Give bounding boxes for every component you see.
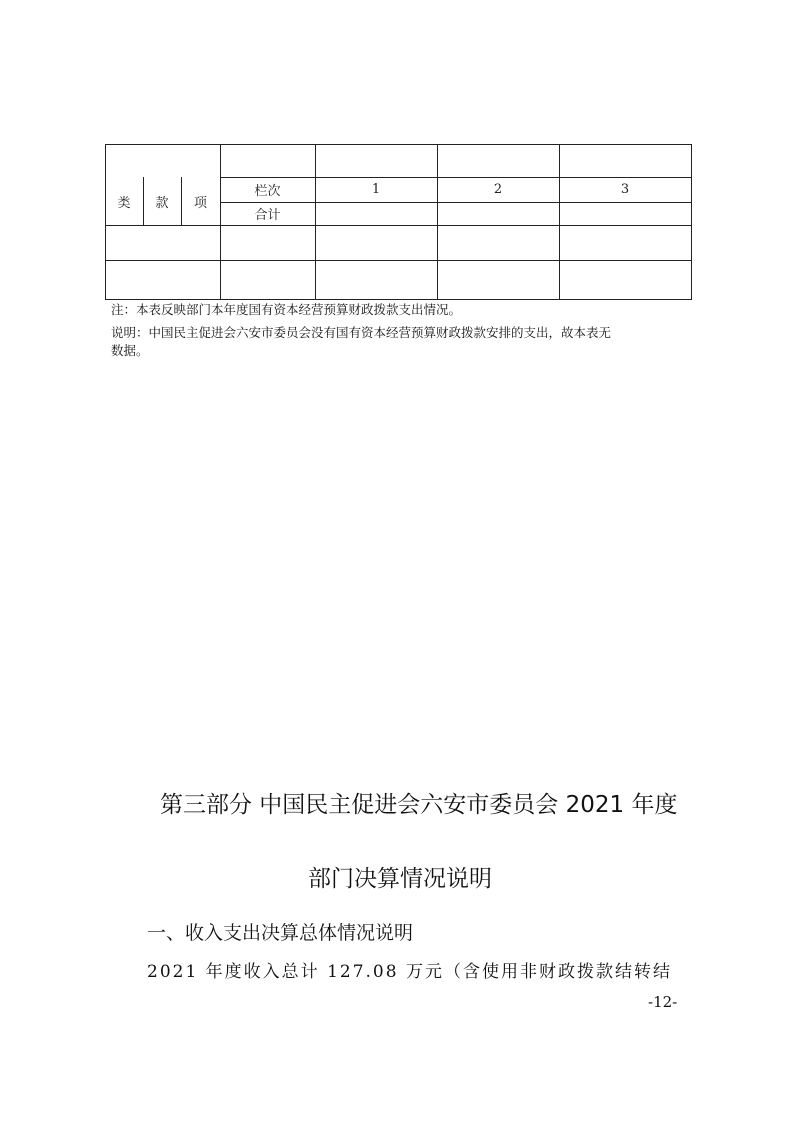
table-border-top: [105, 144, 691, 145]
table-explanation: 说明：中国民主促进会六安市委员会没有国有资本经营预算财政拨款安排的支出，故本表无: [111, 325, 612, 340]
col-number-2: 2: [493, 182, 503, 197]
header-kuan: 款: [155, 195, 169, 211]
table-note: 注：本表反映部门本年度国有资本经营预算财政拨款支出情况。: [111, 302, 462, 317]
page-number: -12-: [648, 993, 678, 1011]
subheading: 一、收入支出决算总体情况说明: [147, 922, 414, 944]
table-rule: [559, 144, 560, 299]
budget-table: [105, 144, 691, 299]
table-rule: [437, 144, 438, 299]
table-border-bottom: [105, 299, 691, 300]
table-rule: [105, 260, 691, 261]
row-label-lanci: 栏次: [254, 184, 281, 199]
col-number-1: 1: [371, 182, 381, 197]
table-explanation-cont: 数据。: [111, 343, 149, 358]
body-paragraph: 2021 年度收入总计 127.08 万元（含使用非财政拨款结转结: [147, 962, 672, 982]
col-number-3: 3: [620, 182, 630, 197]
header-lei: 类: [117, 195, 131, 211]
row-label-heji: 合计: [254, 208, 281, 223]
header-xiang: 项: [193, 195, 207, 211]
table-rule: [315, 144, 316, 299]
table-rule: [105, 225, 691, 226]
table-border-right: [691, 144, 692, 300]
section-title: 第三部分 中国民主促进会六安市委员会 2021 年度: [160, 792, 678, 818]
section-title-cont: 部门决算情况说明: [308, 866, 492, 892]
